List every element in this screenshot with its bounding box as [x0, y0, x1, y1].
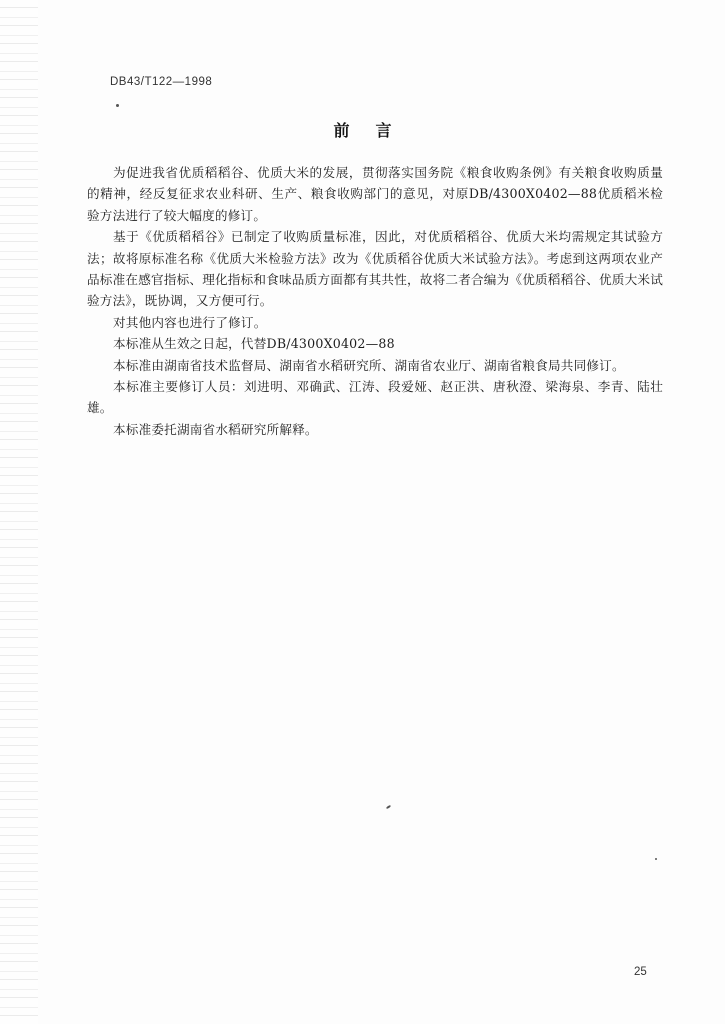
paragraph-effective-date: 本标准从生效之日起，代替DB/4300X0402—88 — [113, 336, 395, 352]
scan-edge-artifact — [0, 0, 38, 1024]
paragraph-other-revisions: 对其他内容也进行了修订。 — [113, 314, 267, 330]
paragraph-revisers: 本标准主要修订人员：刘进明、邓确武、江涛、段爱娅、赵正洪、唐秋澄、梁海泉、李青、陆壮雄。 — [87, 379, 663, 416]
paragraph-interpretation: 本标准委托湖南省水稻研究所解释。 — [113, 421, 318, 437]
preface-body — [87, 162, 663, 440]
paragraph-purpose: 为促进我省优质稻稻谷、优质大米的发展，贯彻落实国务院《粮食收购条例》有关粮食收购质量的精神，经反复征求农业科研、生产、粮食收购部门的意见，对原DB/4300X0402—88优质稻米检验方法进行了较大幅度的修订。 — [87, 165, 663, 223]
page-title: 前言 — [333, 121, 418, 140]
paragraph-revising-bodies: 本标准由湖南省技术监督局、湖南省水稻研究所、湖南省农业厅、湖南省粮食局共同修订。 — [113, 357, 625, 373]
scan-speck — [655, 858, 657, 860]
page-number: 25 — [634, 966, 647, 978]
document-code: DB43/T122—1998 — [110, 76, 213, 88]
scan-speck — [386, 805, 391, 810]
paragraph-basis: 基于《优质稻稻谷》已制定了收购质量标准，因此，对优质稻稻谷、优质大米均需规定其试验方法；故将原标准名称《优质大米检验方法》改为《优质稻谷优质大米试验方法》。考虑到这两项农业产品标准在感官指标、理化指标和食味品质方面都有其共性，故将二者合编为《优质稻稻谷、优质大米试验方法》，既协调，又方便可行。 — [87, 229, 663, 309]
scan-speck — [116, 104, 119, 107]
